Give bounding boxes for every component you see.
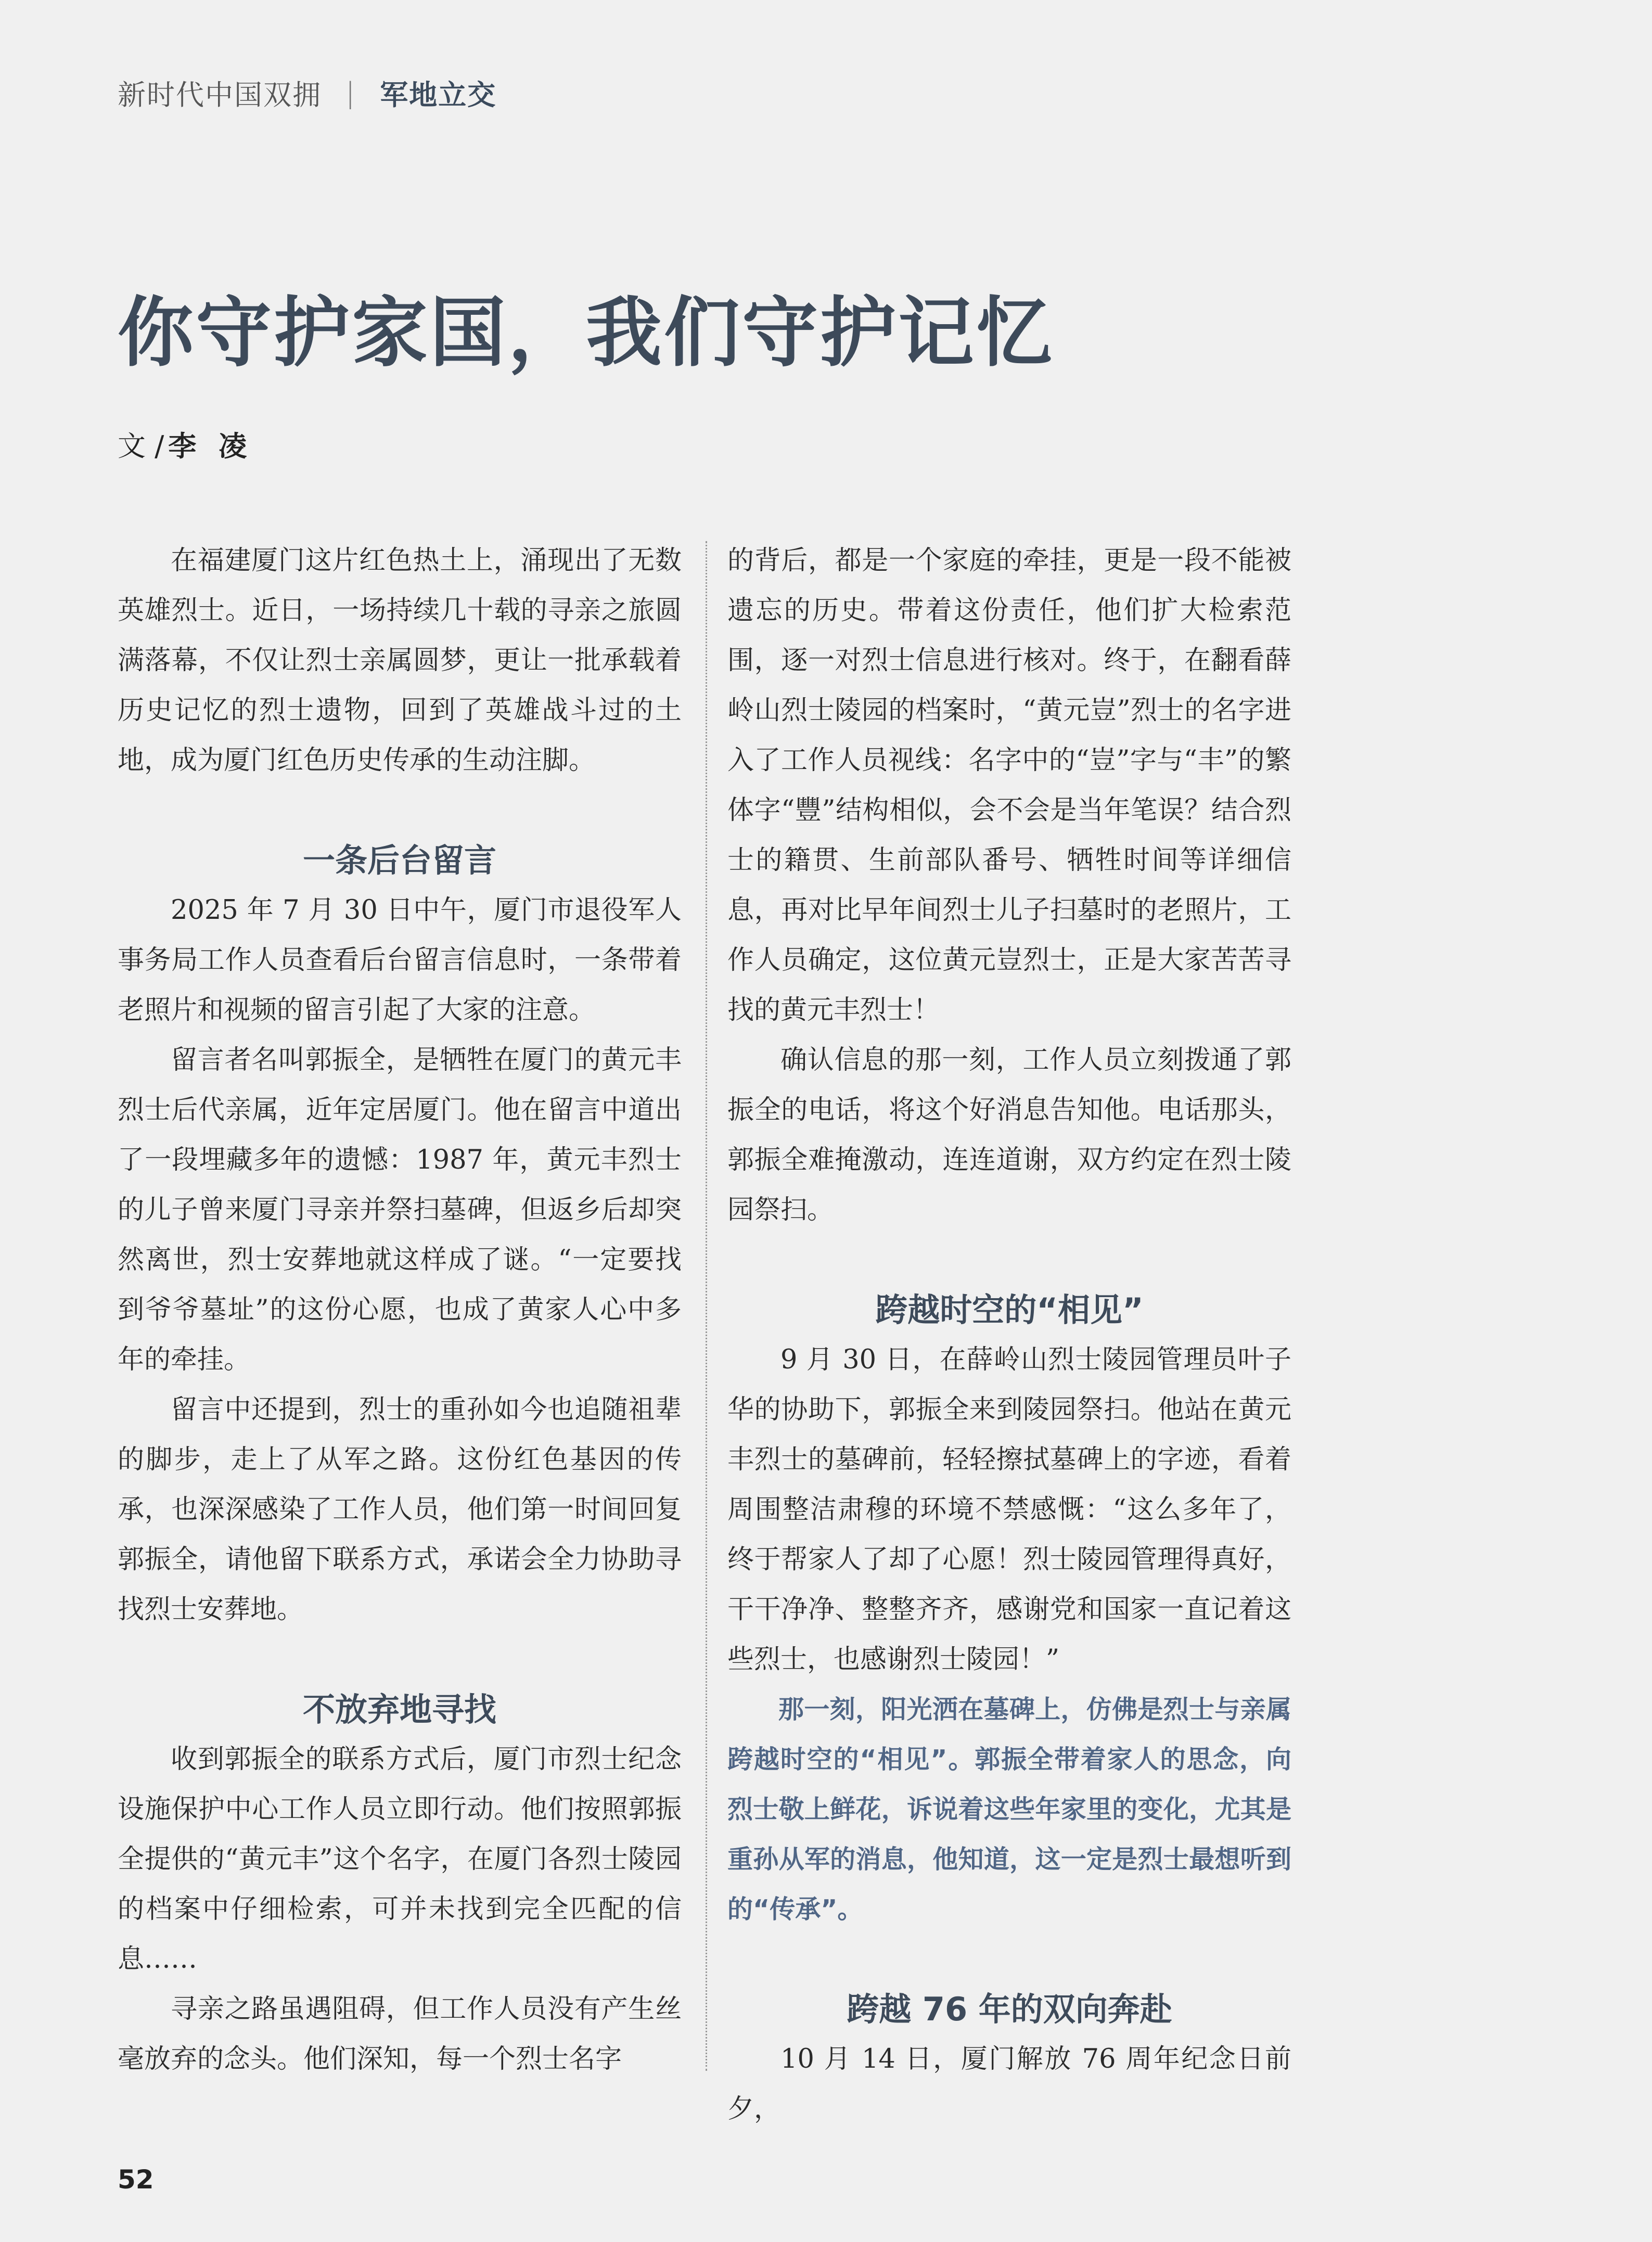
intro-paragraph: 在福建厦门这片红色热土上，涌现出了无数英雄烈士。近日，一场持续几十载的寻亲之旅圆满落幕，不仅让烈士亲属圆梦，更让一批承载着历史记忆的烈士遗物，回到了英雄战斗过的土地，成为厦门红色历史传承的生动注脚。 <box>118 545 682 776</box>
byline-prefix: 文 / <box>118 430 164 463</box>
column-right <box>727 536 1291 2134</box>
running-header <box>118 73 496 113</box>
byline <box>118 424 253 464</box>
subheading-never-give-up: 不放弃地寻找 <box>302 1690 496 1728</box>
subheading-meeting-across-time: 跨越时空的“相见” <box>875 1291 1144 1329</box>
paragraph: 9 月 30 日，在薛岭山烈士陵园管理员叶子华的协助下，郭振全来到陵园祭扫。他站在黄元丰烈士的墓碑前，轻轻擦拭墓碑上的字迹，看着周围整洁肃穆的环境不禁感慨：“这么多年了，终于帮家人了却了心愿！烈士陵园管理得真好，干干净净、整整齐齐，感谢党和国家一直记着这些烈士，也感谢烈士陵园！” <box>727 1344 1291 1675</box>
article-body <box>118 536 1291 2134</box>
paragraph: 留言者名叫郭振全，是牺牲在厦门的黄元丰烈士后代亲属，近年定居厦门。他在留言中道出了一段埋藏多年的遗憾：1987 年，黄元丰烈士的儿子曾来厦门寻亲并祭扫墓碑，但返乡后却突然离世，烈士安葬地就这样成了谜。“一定要找到爷爷墓址”的这份心愿，也成了黄家人心中多年的牵挂。 <box>118 1045 682 1375</box>
subheading-backend-message: 一条后台留言 <box>302 841 496 879</box>
paragraph: 的背后，都是一个家庭的牵挂，更是一段不能被遗忘的历史。带着这份责任，他们扩大检索范围，逐一对烈士信息进行核对。终于，在翻看薛岭山烈士陵园的档案时，“黄元豈”烈士的名字进入了工作人员视线：名字中的“豈”字与“丰”的繁体字“豐”结构相似，会不会是当年笔误？结合烈士的籍贯、生前部队番号、牺牲时间等详细信息，再对比早年间烈士儿子扫墓时的老照片，工作人员确定，这位黄元豈烈士，正是大家苦苦寻找的黄元丰烈士！ <box>727 545 1291 1026</box>
page-number: 52 <box>118 2164 154 2195</box>
section-name: 军地立交 <box>380 79 497 111</box>
subheading-76-years: 跨越 76 年的双向奔赴 <box>847 1990 1172 2028</box>
paragraph: 收到郭振全的联系方式后，厦门市烈士纪念设施保护中心工作人员立即行动。他们按照郭振全提供的“黄元丰”这个名字，在厦门各烈士陵园的档案中仔细检索，可并未找到完全匹配的信息…… <box>118 1744 682 1975</box>
highlight-paragraph: 那一刻，阳光洒在墓碑上，仿佛是烈士与亲属跨越时空的“相见”。郭振全带着家人的思念，向烈士敬上鲜花，诉说着这些年家里的变化，尤其是重孙从军的消息，他知道，这一定是烈士最想听到的“传承”。 <box>727 1695 1291 1924</box>
paragraph: 寻亲之路虽遇阻碍，但工作人员没有产生丝毫放弃的念头。他们深知，每一个烈士名字 <box>118 1994 682 2074</box>
author-name: 李 凌 <box>168 430 253 463</box>
paragraph: 2025 年 7 月 30 日中午，厦门市退役军人事务局工作人员查看后台留言信息时，一条带着老照片和视频的留言引起了大家的注意。 <box>118 895 682 1026</box>
paragraph: 10 月 14 日，厦门解放 76 周年纪念日前夕， <box>727 2044 1291 2124</box>
paragraph: 确认信息的那一刻，工作人员立刻拨通了郭振全的电话，将这个好消息告知他。电话那头，郭振全难掩激动，连连道谢，双方约定在烈士陵园祭扫。 <box>727 1045 1291 1225</box>
article-title: 你守护家国，我们守护记忆 <box>118 288 1054 377</box>
header-separator: | <box>345 76 356 109</box>
paragraph: 留言中还提到，烈士的重孙如今也追随祖辈的脚步，走上了从军之路。这份红色基因的传承，也深深感染了工作人员，他们第一时间回复郭振全，请他留下联系方式，承诺会全力协助寻找烈士安葬地。 <box>118 1394 682 1625</box>
column-left <box>118 536 682 2134</box>
column-divider <box>706 541 707 2071</box>
magazine-name: 新时代中国双拥 <box>118 79 322 111</box>
